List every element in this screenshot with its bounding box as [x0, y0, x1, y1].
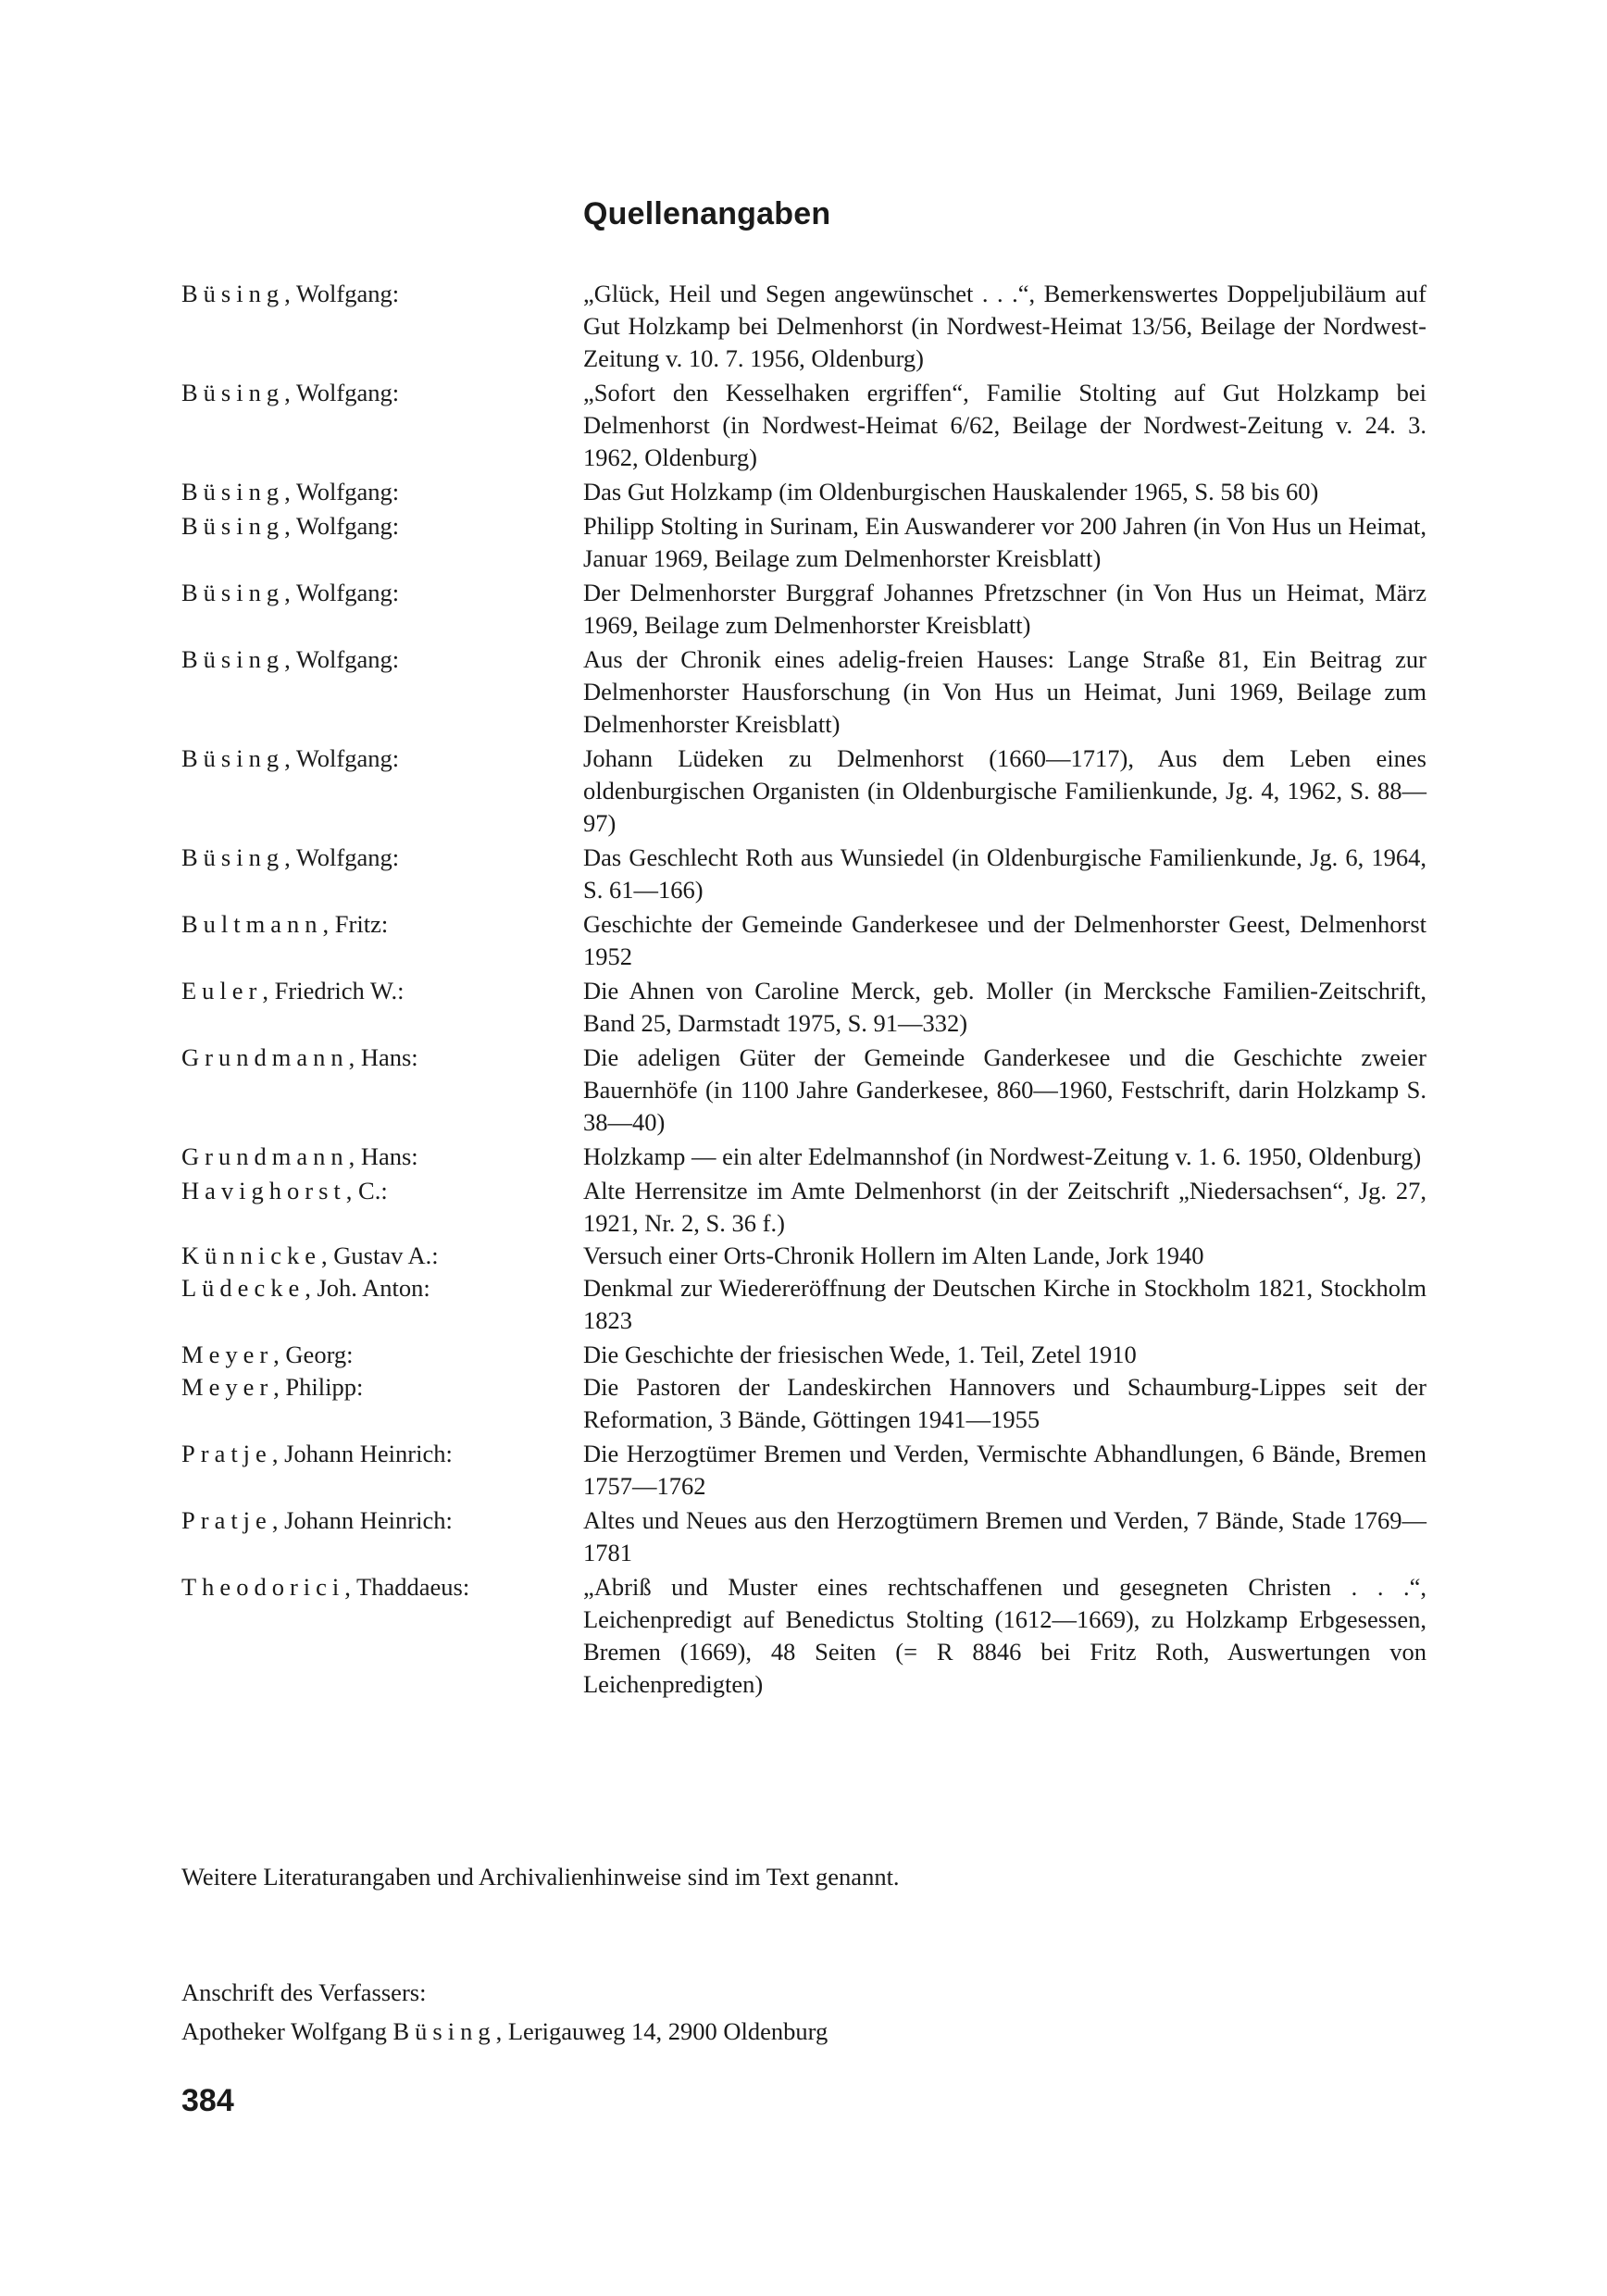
reference-entry: [181, 1371, 1426, 1436]
reference-author: Büsing, Wolfgang:: [181, 645, 400, 673]
reference-entry: [181, 643, 1426, 741]
reference-text: Das Gut Holzkamp (im Oldenburgischen Hauskalender 1965, S. 58 bis 60): [583, 478, 1319, 505]
author-surname: Meyer: [181, 1373, 274, 1401]
author-given-name: Georg:: [285, 1341, 354, 1368]
reference-author: Havighorst, C.:: [181, 1177, 388, 1204]
reference-list: [181, 278, 1426, 1701]
author-surname: Theodorici: [181, 1573, 345, 1601]
reference-text: Aus der Chronik eines adelig-freien Hauses: Lange Straße 81, Ein Beitrag zur Delmenhorster Hausforschung (in Von Hus un Heimat, Juni 1969, Beilage zum Delmenhorster Kreisblatt): [583, 645, 1426, 738]
reference-author: Büsing, Wolfgang:: [181, 843, 400, 871]
reference-text: Das Geschlecht Roth aus Wunsiedel (in Oldenburgische Familienkunde, Jg. 6, 1964, S. 61—166): [583, 843, 1426, 904]
reference-author: Grundmann, Hans:: [181, 1043, 418, 1071]
reference-author: Euler, Friedrich W.:: [181, 977, 405, 1004]
reference-author: Künnicke, Gustav A.:: [181, 1242, 439, 1269]
author-surname: Büsing: [181, 379, 285, 406]
author-given-name: Wolfgang:: [295, 579, 400, 606]
author-given-name: Fritz:: [334, 910, 389, 938]
address-prefix: Apotheker Wolfgang: [181, 2017, 387, 2045]
reference-entry: [181, 476, 1426, 508]
author-surname: Büsing: [181, 478, 285, 505]
author-given-name: Wolfgang:: [295, 843, 400, 871]
reference-text: Der Delmenhorster Burggraf Johannes Pfretzschner (in Von Hus un Heimat, März 1969, Beilage zum Delmenhorster Kreisblatt): [583, 579, 1426, 639]
reference-text: Altes und Neues aus den Herzogtümern Bremen und Verden, 7 Bände, Stade 1769—1781: [583, 1506, 1426, 1566]
author-given-name: C.:: [358, 1177, 388, 1204]
reference-entry: [181, 842, 1426, 906]
author-given-name: Hans:: [360, 1043, 418, 1071]
author-given-name: Hans:: [360, 1142, 418, 1170]
reference-author: Büsing, Wolfgang:: [181, 744, 400, 772]
address-rest: , Lerigauweg 14, 2900 Oldenburg: [495, 2017, 828, 2045]
author-given-name: Joh. Anton:: [317, 1274, 430, 1302]
reference-author: Pratje, Johann Heinrich:: [181, 1440, 453, 1467]
reference-entry: [181, 1042, 1426, 1139]
reference-text: „Glück, Heil und Segen angewünschet . . .“, Bemerkenswertes Doppeljubiläum auf Gut Holzkamp bei Delmenhorst (in Nordwest-Heimat 13/56, Beilage der Nordwest-Zeitung v. 10. 7. 1956, Oldenburg): [583, 280, 1426, 372]
author-given-name: Gustav A.:: [333, 1242, 439, 1269]
reference-text: Die Ahnen von Caroline Merck, geb. Moller (in Mercksche Familien-Zeitschrift, Band 25, Darmstadt 1975, S. 91—332): [583, 977, 1426, 1037]
reference-text: Geschichte der Gemeinde Ganderkesee und der Delmenhorster Geest, Delmenhorst 1952: [583, 910, 1426, 970]
reference-entry: [181, 1339, 1426, 1371]
reference-text: Holzkamp — ein alter Edelmannshof (in Nordwest-Zeitung v. 1. 6. 1950, Oldenburg): [583, 1142, 1422, 1170]
author-given-name: Johann Heinrich:: [284, 1440, 453, 1467]
reference-text: Die Pastoren der Landeskirchen Hannovers und Schaumburg-Lippes seit der Reformation, 3 Bände, Göttingen 1941—1955: [583, 1373, 1426, 1433]
author-given-name: Johann Heinrich:: [284, 1506, 453, 1534]
reference-text: Philipp Stolting in Surinam, Ein Auswanderer vor 200 Jahren (in Von Hus un Heimat, Januar 1969, Beilage zum Delmenhorster Kreisblatt): [583, 512, 1426, 572]
author-given-name: Wolfgang:: [295, 645, 400, 673]
author-surname: Pratje: [181, 1506, 272, 1534]
author-given-name: Thaddaeus:: [356, 1573, 470, 1601]
author-surname: Büsing: [181, 579, 285, 606]
reference-author: Grundmann, Hans:: [181, 1142, 418, 1170]
reference-author: Büsing, Wolfgang:: [181, 478, 400, 505]
reference-author: Meyer, Georg:: [181, 1341, 354, 1368]
reference-author: Büsing, Wolfgang:: [181, 579, 400, 606]
reference-author: Büsing, Wolfgang:: [181, 512, 400, 540]
reference-entry: [181, 1571, 1426, 1701]
reference-text: Versuch einer Orts-Chronik Hollern im Alten Lande, Jork 1940: [583, 1242, 1204, 1269]
reference-text: Die Herzogtümer Bremen und Verden, Vermischte Abhandlungen, 6 Bände, Bremen 1757—1762: [583, 1440, 1426, 1500]
reference-text: Die Geschichte der friesischen Wede, 1. Teil, Zetel 1910: [583, 1341, 1137, 1368]
reference-author: Pratje, Johann Heinrich:: [181, 1506, 453, 1534]
reference-text: Die adeligen Güter der Gemeinde Ganderkesee und die Geschichte zweier Bauernhöfe (in 1100 Jahre Ganderkesee, 860—1960, Festschrift, darin Holzkamp S. 38—40): [583, 1043, 1426, 1136]
page-title: Quellenangaben: [583, 196, 831, 231]
reference-author: Lüdecke, Joh. Anton:: [181, 1274, 430, 1302]
reference-text: Alte Herrensitze im Amte Delmenhorst (in der Zeitschrift „Niedersachsen“, Jg. 27, 1921, Nr. 2, S. 36 f.): [583, 1177, 1426, 1237]
author-given-name: Wolfgang:: [295, 478, 400, 505]
author-surname: Büsing: [181, 280, 285, 307]
author-surname: Pratje: [181, 1440, 272, 1467]
reference-text: Johann Lüdeken zu Delmenhorst (1660—1717), Aus dem Leben eines oldenburgischen Organisten (in Oldenburgische Familienkunde, Jg. 4, 1962, S. 88—97): [583, 744, 1426, 837]
reference-entry: [181, 278, 1426, 375]
page-number: 384: [181, 2083, 234, 2118]
reference-entry: [181, 510, 1426, 575]
reference-author: Theodorici, Thaddaeus:: [181, 1573, 470, 1601]
reference-entry: [181, 377, 1426, 474]
author-given-name: Wolfgang:: [295, 379, 400, 406]
reference-author: Büsing, Wolfgang:: [181, 280, 400, 307]
author-surname: Künnicke: [181, 1242, 322, 1269]
reference-author: Bultmann, Fritz:: [181, 910, 389, 938]
reference-author: Meyer, Philipp:: [181, 1373, 364, 1401]
author-surname: Havighorst: [181, 1177, 346, 1204]
reference-entry: [181, 1504, 1426, 1569]
author-surname: Euler: [181, 977, 263, 1004]
author-given-name: Wolfgang:: [295, 744, 400, 772]
reference-entry: [181, 975, 1426, 1040]
author-given-name: Wolfgang:: [295, 280, 400, 307]
author-surname: Büsing: [181, 843, 285, 871]
author-given-name: Friedrich W.:: [274, 977, 405, 1004]
reference-author: Büsing, Wolfgang:: [181, 379, 400, 406]
author-given-name: Philipp:: [285, 1373, 364, 1401]
reference-entry: [181, 1240, 1426, 1272]
reference-text: Denkmal zur Wiedereröffnung der Deutschen Kirche in Stockholm 1821, Stockholm 1823: [583, 1274, 1426, 1334]
author-given-name: Wolfgang:: [295, 512, 400, 540]
author-address-label: Anschrift des Verfassers:: [181, 1978, 427, 2006]
author-surname: Büsing: [181, 512, 285, 540]
author-address: [181, 2015, 828, 2048]
reference-entry: [181, 577, 1426, 642]
reference-entry: [181, 1141, 1426, 1173]
reference-entry: [181, 1438, 1426, 1503]
further-literature-note: Weitere Literaturangaben und Archivalienhinweise sind im Text genannt.: [181, 1863, 900, 1890]
author-surname: Büsing: [181, 645, 285, 673]
author-surname: Büsing: [181, 744, 285, 772]
reference-entry: [181, 1175, 1426, 1240]
reference-text: „Abriß und Muster eines rechtschaffenen und gesegneten Christen . . .“, Leichenpredigt auf Benedictus Stolting (1612—1669), zu Holzkamp Erbgesessen, Bremen (1669), 48 Seiten (= R 8846 bei Fritz Roth, Auswertungen von Leichenpredigten): [583, 1573, 1426, 1698]
address-surname: Büsing: [392, 2017, 496, 2045]
author-surname: Grundmann: [181, 1043, 349, 1071]
author-surname: Meyer: [181, 1341, 274, 1368]
reference-entry: [181, 908, 1426, 973]
author-surname: Lüdecke: [181, 1274, 305, 1302]
reference-entry: [181, 742, 1426, 840]
reference-entry: [181, 1272, 1426, 1337]
reference-text: „Sofort den Kesselhaken ergriffen“, Familie Stolting auf Gut Holzkamp bei Delmenhorst (in Nordwest-Heimat 6/62, Beilage der Nordwest-Zeitung v. 24. 3. 1962, Oldenburg): [583, 379, 1426, 471]
author-surname: Grundmann: [181, 1142, 349, 1170]
author-surname: Bultmann: [181, 910, 323, 938]
